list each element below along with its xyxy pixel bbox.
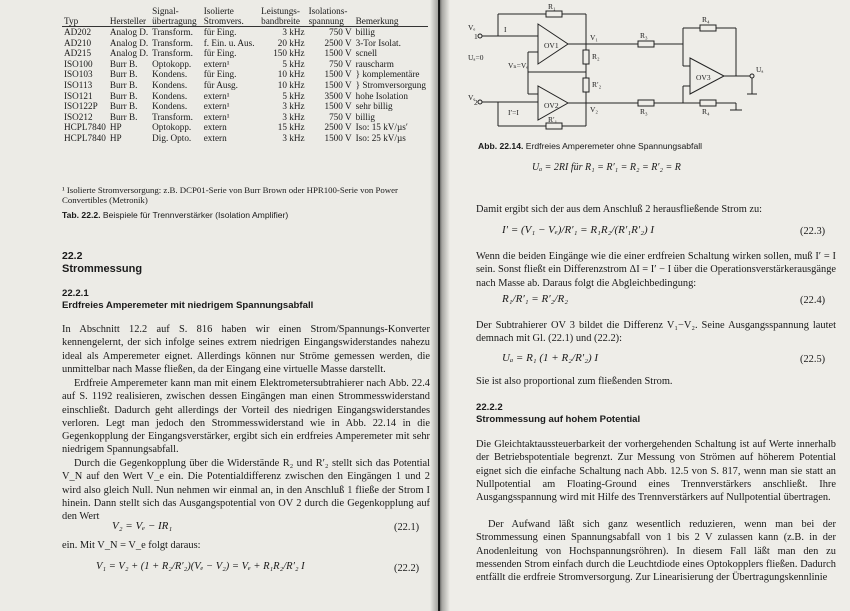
circuit-label: V₂: [590, 105, 599, 114]
table-cell: 5 kHz: [282, 58, 305, 69]
circuit-label: Vₙ=Vₑ: [508, 61, 529, 70]
book-gutter-shadow: [430, 0, 450, 611]
circuit-diagram: [468, 2, 768, 132]
table-cell: 750 V: [329, 27, 352, 37]
figure-caption-text: Erdfreies Amperemeter ohne Spannungsabfall: [525, 141, 703, 151]
table-cell: Burr B.: [109, 101, 138, 112]
table-cell: scnell: [355, 48, 378, 59]
paragraph-8: Die Gleichtaktaussteuerbarkeit der vorhergehenden Schaltung ist auf Werte innerhalb der Betriebspotentiale begrenzt. Zur Messung von Strömen auf höherem Potential eignet sich die einfache Schaltung nach Abb. 12.5 von S. 817, wenn man sie statt an Nullpotential am Floating-Ground eines Trennverstärkers anschließt. Ihre Ausgangsspannung wird mit Hilfe des Trennverstärkers auf Nullpotential übertragen.: [476, 439, 836, 504]
table-cell: } Stromversorgung: [355, 79, 426, 90]
table-cell: Burr B.: [109, 90, 138, 101]
table-cell: Iso: 15 kV/µs′: [355, 122, 408, 133]
table-cell: ISO212: [64, 111, 93, 122]
table-caption-label: Tab. 22.2.: [62, 210, 101, 220]
figure-equation: Uₐ = 2RI für R₁ = R′₁ = R₂ = R′₂ = R: [532, 162, 681, 173]
paragraph-9: Der Aufwand läßt sich ganz wesentlich reduzieren, wenn man bei der Strommessung einen Spannungsabfall von 1 bis 2 V zulassen kann (z.B. in der Anodenleitung von Hochspannungsröhren). In diesem Fall läßt man den zu messenden Strom einfach durch die Leuchtdiode eines Optokopplers fließen. Dadurch entfällt die erdfreie Stromversorgung. Zur Linearisierung der Übertragungskennlinie: [476, 519, 836, 584]
column-header: Hersteller: [108, 6, 150, 27]
table-cell: Kondens.: [152, 79, 188, 90]
table-cell: Transform.: [152, 37, 193, 48]
subsection-2-title: Strommessung auf hohem Potential: [476, 414, 641, 425]
table-cell: Burr B.: [109, 58, 138, 69]
paragraph-6: Der Subtrahierer OV 3 bildet die Differenz V₁−V₂. Seine Ausgangsspannung lautet demnach mit Gl. (22.1) und (22.2):: [476, 320, 836, 345]
table-cell: für Ausg.: [203, 79, 238, 90]
isolation-amplifier-table: [62, 6, 428, 144]
table-cell: ISO113: [64, 79, 93, 90]
figure-caption: [478, 141, 702, 151]
figure-caption-label: Abb. 22.14.: [478, 141, 524, 151]
table-cell: ISO100: [64, 58, 93, 69]
table-cell: für Eing.: [203, 69, 237, 80]
section-number: 22.2: [62, 250, 83, 262]
circuit-label: Uₐ=0: [468, 53, 484, 62]
table-cell: extern¹: [203, 101, 230, 112]
table-cell: sehr billig: [355, 101, 393, 112]
table-cell: 3 kHz: [282, 132, 305, 143]
circuit-label: OV2: [544, 101, 559, 110]
table-footnote: ¹ Isolierte Stromversorgung: z.B. DCP01-Serie von Burr Brown oder HPR100-Serie von Power Convertibles (Metronik): [62, 185, 398, 205]
table-cell: 2500 V: [324, 122, 352, 133]
table-cell: rauscharm: [355, 58, 394, 69]
table-cell: AD210: [64, 37, 92, 48]
table-row: [62, 133, 428, 144]
equation-22-1-number: (22.1): [394, 522, 420, 533]
circuit-label: OV1: [544, 41, 559, 50]
table-cell: Burr B.: [109, 79, 138, 90]
circuit-label: V₁: [590, 33, 599, 42]
table-cell: 1500 V: [324, 132, 352, 143]
table-cell: 1500 V: [324, 101, 352, 112]
equation-22-1: V₂ = Vₑ − IR₁: [112, 520, 173, 532]
circuit-label: R′₂: [592, 80, 602, 89]
equation-22-3: I′ = (V₁ − Vₑ)/R′₁ = R₁R₂/(R′₁R′₂) I: [502, 224, 655, 236]
table-cell: 3500 V: [324, 90, 352, 101]
circuit-label: OV3: [696, 73, 711, 82]
circuit-label: Vₑ: [468, 23, 476, 32]
equation-22-3-number: (22.3): [800, 226, 826, 237]
table-cell: 750 V: [329, 58, 352, 69]
table-cell: 1500 V: [324, 79, 352, 90]
table-row: [62, 48, 428, 59]
table-cell: Analog D.: [109, 27, 149, 37]
table-cell: HP: [109, 132, 122, 143]
table-cell: hohe Isolation: [355, 90, 408, 101]
table-cell: 3 kHz: [282, 101, 305, 112]
table-cell: ISO121: [64, 90, 93, 101]
table-body: [62, 27, 428, 144]
circuit-label: I: [504, 25, 507, 34]
table-cell: 150 kHz: [273, 48, 305, 59]
table-cell: extern: [203, 122, 227, 133]
equation-follow-text: ein. Mit V_N = V_e folgt daraus:: [62, 540, 201, 551]
table-caption-text: Beispiele für Trennverstärker (Isolation Amplifier): [102, 210, 289, 220]
circuit-label: R₂: [592, 52, 600, 61]
circuit-label: 2: [474, 98, 478, 107]
circuit-label: R₃: [640, 31, 648, 40]
table-cell: Optokopp.: [152, 122, 192, 133]
table-row: [62, 27, 428, 38]
circuit-label: Vₑ: [468, 93, 476, 102]
circuit-label: I′=I: [508, 108, 519, 117]
table-cell: Dig. Opto.: [152, 132, 192, 143]
table-cell: 5 kHz: [282, 90, 305, 101]
table-cell: billig: [355, 111, 376, 122]
table-cell: HP: [109, 122, 122, 133]
equation-22-4: R₁/R′₁ = R′₂/R₂: [502, 293, 569, 305]
right-page: [440, 0, 850, 611]
table-cell: 2500 V: [324, 37, 352, 48]
table-cell: Optokopp.: [152, 58, 192, 69]
equation-22-4-number: (22.4): [800, 295, 826, 306]
paragraph-5: Wenn die beiden Eingänge wie die einer erdfreien Schaltung wirken sollen, muß I′ = I sein. Sonst fließt ein Differenzstrom ΔI = I′ − I über die Operationsverstärkerausgänge nach Masse ab. Daraus folgt die Abgleichbedingung:: [476, 251, 836, 289]
paragraph-3: Durch die Gegenkopplung über die Widerstände R₂ und R′₂ stellt sich das Potential V_N auf den Wert V_e ein. Die Potentialdifferenz zwischen den Eingängen 1 und 2 wird also gleich Null. Nun nehmen wir einmal an, in den Anschluß 1 fließe der Strom I hinein. Dann stellt sich das Ausgangspotential von OV 2 durch die Gegenkopplung auf den Wert: [62, 458, 430, 523]
table-cell: f. Ein. u. Aus.: [203, 37, 255, 48]
table-cell: HCPL7840: [64, 132, 106, 143]
equation-22-5: Uₐ = R₁ (1 + R₂/R′₂) I: [502, 352, 599, 364]
table-row: [62, 91, 428, 102]
table-cell: AD202: [64, 27, 92, 37]
column-header: Leistungs-bandbreite: [259, 6, 306, 27]
table-cell: extern¹: [203, 111, 230, 122]
column-header: Isolierte Stromvers.: [202, 6, 259, 27]
table-cell: 15 kHz: [277, 122, 305, 133]
table-row: [62, 69, 428, 80]
subsection-2-number: 22.2.2: [476, 402, 503, 413]
table-cell: 1500 V: [324, 69, 352, 80]
column-header: Typ: [62, 6, 108, 27]
section-title: Strommessung: [62, 263, 143, 275]
column-header: Isolations-spannung: [307, 6, 354, 27]
paragraph-2: Erdfreie Amperemeter kann man mit einem Elektrometersubtrahierer nach Abb. 22.4 auf S. 1192 realisieren, zwischen dessen Eingängen man einen Strommesswiderstand einschließt. Dadurch geht allerdings der Vorteil des niedrigen Eingangswiderstandes verloren. Legt man jedoch den Strommesswiderstand wie in Abb. 22.14 in die Gegenkopplung der Eingangsverstärker, ergibt sich ein erdfreies Amperemeter mit sehr niedrigem Spannungsabfall.: [62, 378, 430, 456]
table-row: [62, 59, 428, 70]
table-cell: } komplementäre: [355, 69, 420, 80]
subsection-title: Erdfreies Amperemeter mit niedrigem Spannungsabfall: [62, 300, 314, 311]
circuit-label: R₃: [640, 107, 648, 116]
table-cell: 10 kHz: [277, 69, 305, 80]
table-cell: extern¹: [203, 90, 230, 101]
table-cell: HCPL7840: [64, 122, 106, 133]
table-cell: AD215: [64, 48, 92, 59]
table-cell: Burr B.: [109, 111, 138, 122]
circuit-label: Uₐ: [756, 65, 764, 74]
table-cell: Analog D.: [109, 48, 149, 59]
table-row: [62, 101, 428, 112]
table-cell: 1500 V: [324, 48, 352, 59]
table-cell: Kondens.: [152, 90, 188, 101]
circuit-label: R′₁: [548, 115, 558, 124]
column-header: Signal-übertragung: [150, 6, 202, 27]
table-cell: Burr B.: [109, 69, 138, 80]
equation-22-5-number: (22.5): [800, 354, 826, 365]
table-cell: 3-Tor Isolat.: [355, 37, 401, 48]
table-cell: 3 kHz: [282, 111, 305, 122]
table-cell: Transform.: [152, 27, 193, 37]
equation-22-2-number: (22.2): [394, 563, 420, 574]
equation-22-2: V₁ = V₂ + (1 + R₂/R′₂)(Vₑ − V₂) = Vₑ + R₁R₂/R′₂ I: [96, 561, 305, 572]
table-cell: extern: [203, 132, 227, 143]
table-cell: Transform.: [152, 111, 193, 122]
table-row: [62, 122, 428, 133]
table-row: [62, 112, 428, 123]
table-cell: Kondens.: [152, 101, 188, 112]
circuit-label: R₁: [548, 2, 556, 11]
paragraph-1: In Abschnitt 12.2 auf S. 816 haben wir einen Strom/Spannungs-Konverter kennengelernt, der sich infolge seines extrem niedrigen Eingangswiderstandes nahezu ideal als Amperemeter eignet. Allerdings können nur Ströme gemessen werden, die unmittelbar nach Masse fließen, da der Eingang eine virtuelle Masse darstellt.: [62, 324, 430, 375]
table-cell: 3 kHz: [282, 27, 305, 37]
paragraph-4: Damit ergibt sich der aus dem Anschluß 2 herausfließende Strom zu:: [476, 204, 763, 215]
circuit-label: 1: [474, 32, 478, 41]
table-cell: ISO103: [64, 69, 93, 80]
circuit-label: R₄: [702, 107, 710, 116]
table-cell: Transform.: [152, 48, 193, 59]
paragraph-7: Sie ist also proportional zum fließenden Strom.: [476, 376, 673, 387]
table-cell: Kondens.: [152, 69, 188, 80]
table-row: [62, 80, 428, 91]
table-caption: [62, 210, 288, 220]
table-cell: extern¹: [203, 58, 230, 69]
table-cell: 20 kHz: [277, 37, 305, 48]
column-header: Bemerkung: [354, 6, 428, 27]
table-cell: für Eing.: [203, 27, 237, 37]
table-header-row: [62, 6, 428, 27]
table-cell: ISO122P: [64, 101, 98, 112]
subsection-number: 22.2.1: [62, 288, 89, 299]
table-cell: 10 kHz: [277, 79, 305, 90]
table-cell: Iso: 25 kV/µs: [355, 132, 406, 143]
table-row: [62, 38, 428, 49]
table-cell: Analog D.: [109, 37, 149, 48]
table-cell: billig: [355, 27, 376, 37]
table-cell: für Eing.: [203, 48, 237, 59]
circuit-label: R₄: [702, 15, 710, 24]
table-cell: 750 V: [329, 111, 352, 122]
